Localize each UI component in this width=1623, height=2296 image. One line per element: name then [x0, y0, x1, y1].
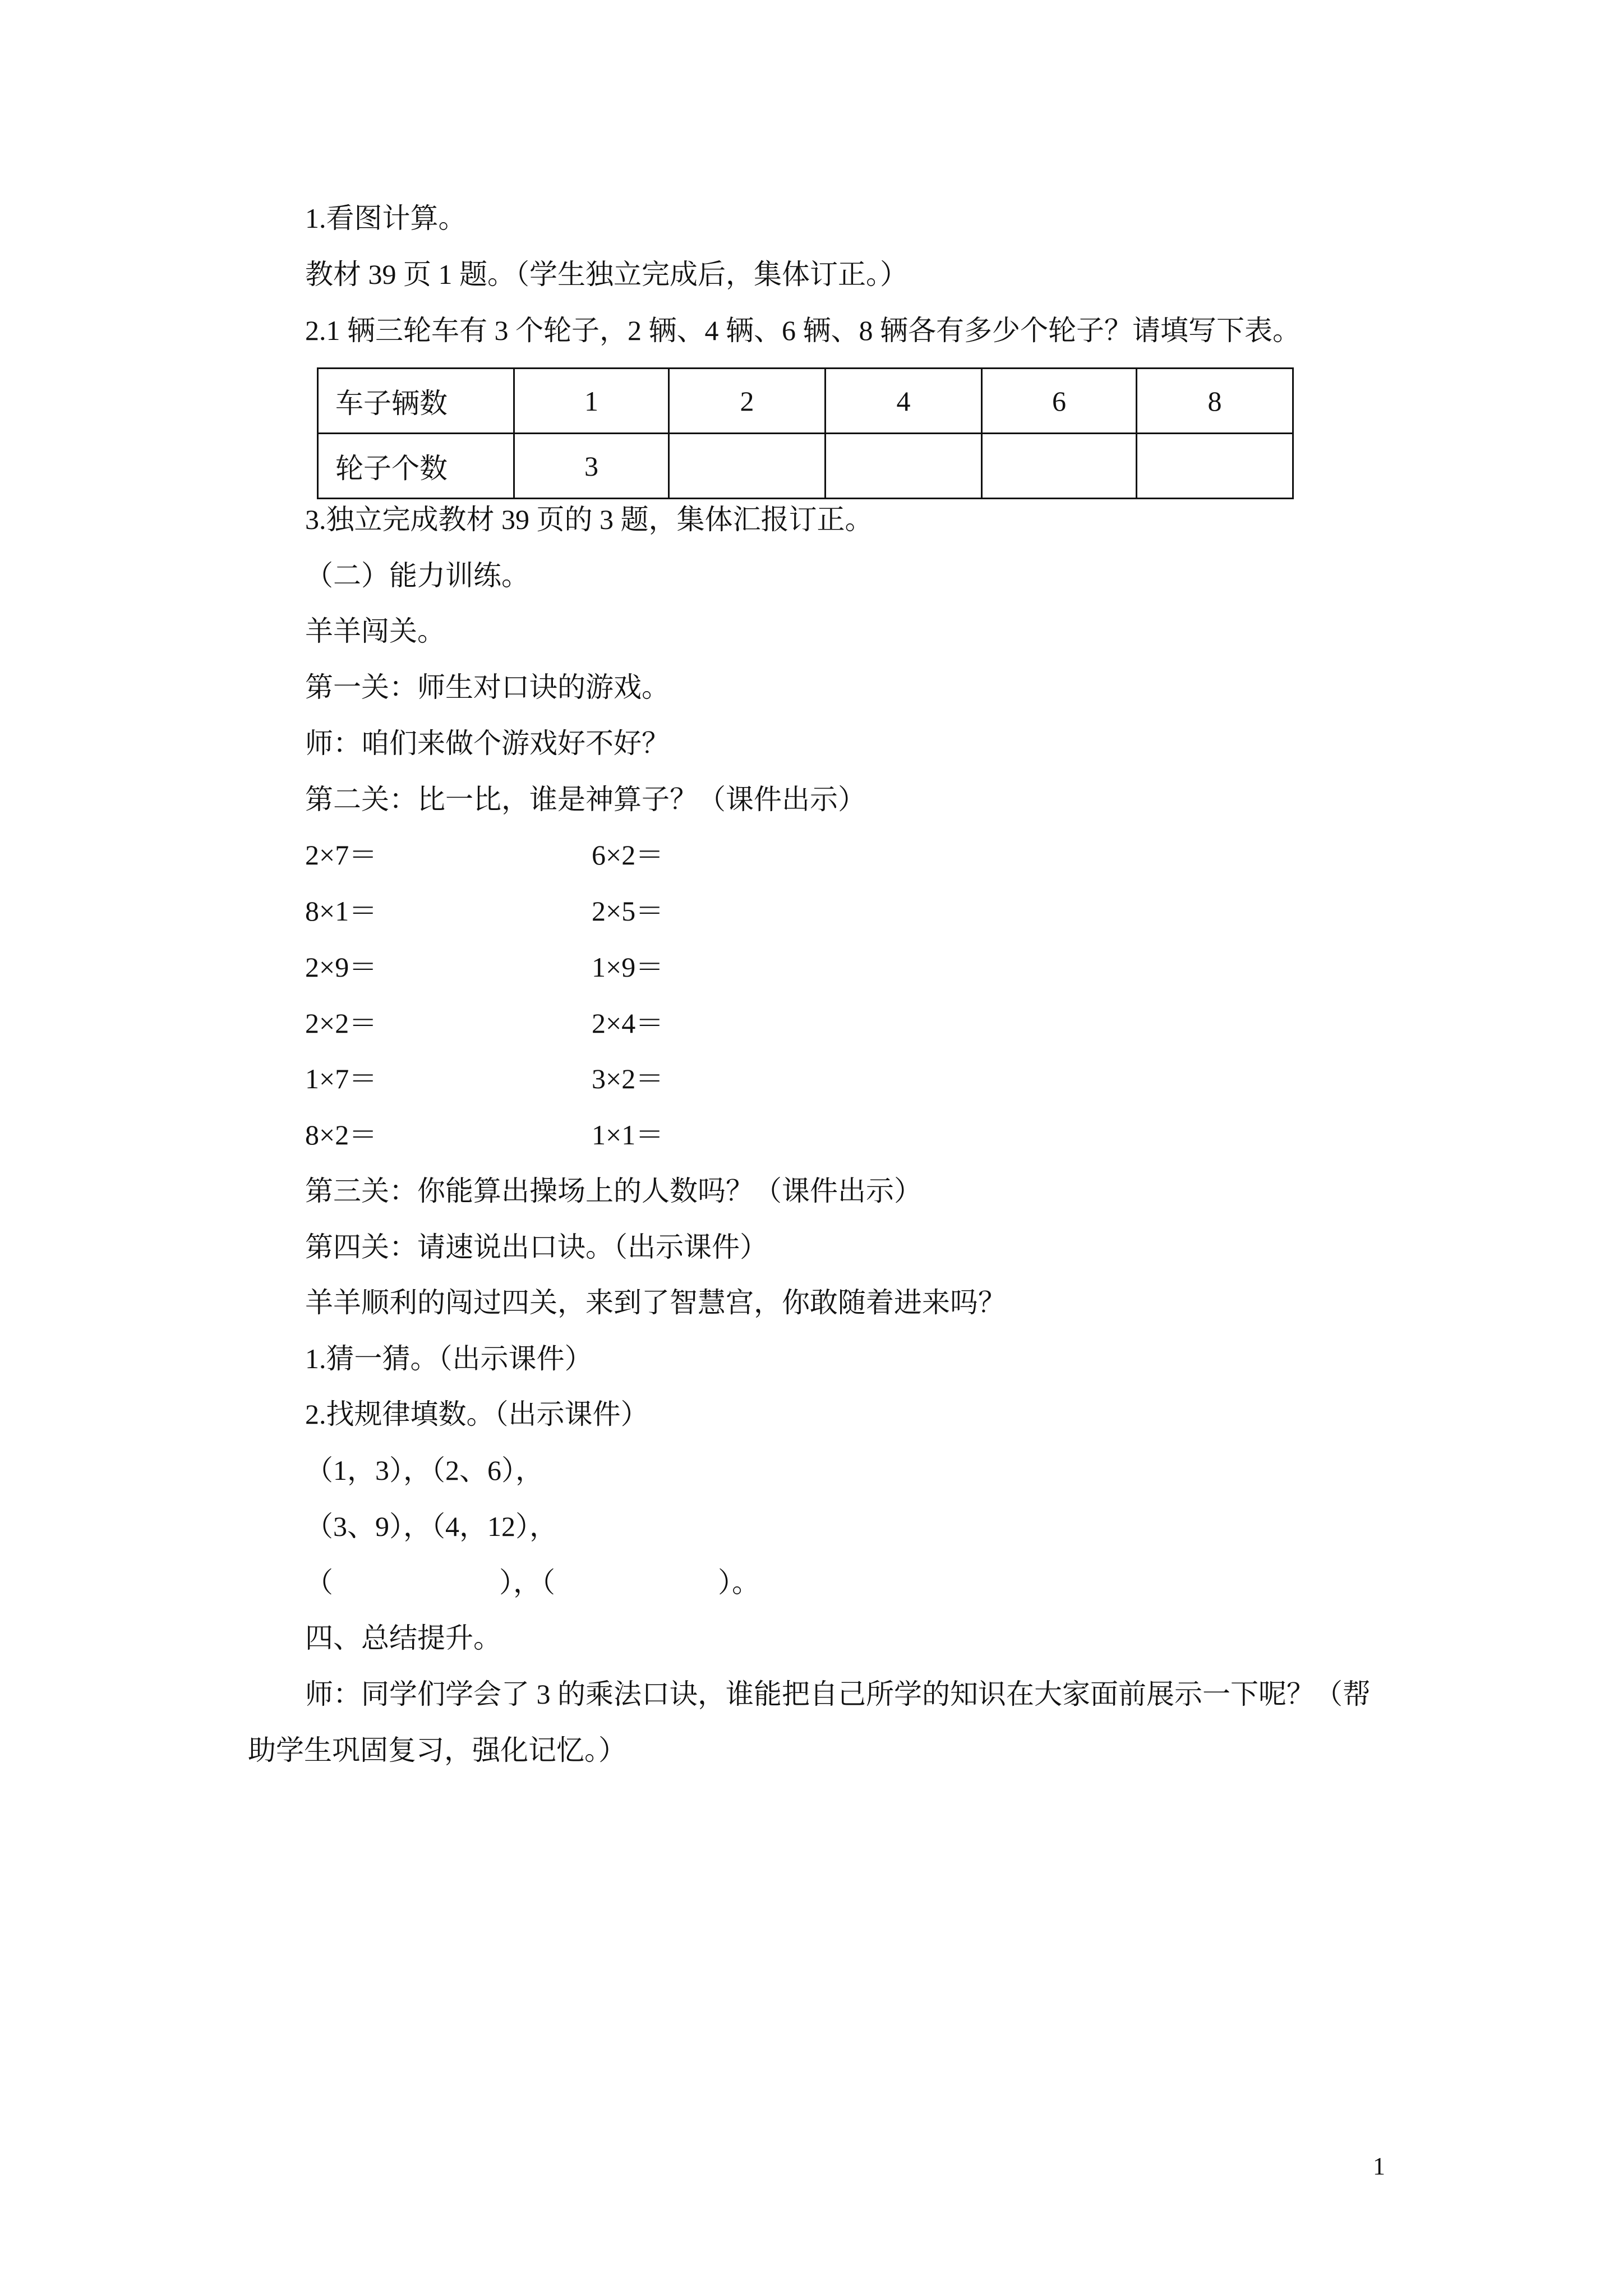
table-cell: 6 [982, 369, 1137, 434]
exercise-item: 8×1＝ [305, 895, 377, 927]
table-cell: 4 [826, 369, 982, 434]
pattern-blank-close: ）。 [718, 1567, 760, 1598]
exercise-item: 3×2＝ [592, 1063, 664, 1094]
level2-text: 第二关：比一比，谁是神算子？（课件出示） [305, 784, 866, 815]
table-cell: 3 [514, 434, 669, 499]
summary-line: 助学生巩固复习，强化记忆。） [248, 1734, 626, 1766]
exercise-item: 2×2＝ [305, 1007, 377, 1039]
level3-text: 第三关：你能算出操场上的人数吗？（课件出示） [305, 1175, 922, 1207]
exercise-item: 2×4＝ [592, 1007, 664, 1039]
exercise-item: 1×9＝ [592, 951, 664, 983]
exercise-item: 2×7＝ [305, 839, 377, 871]
table-cell-blank [982, 434, 1137, 499]
pattern-line: （3、9），（4，12）， [305, 1511, 557, 1542]
item1-title: 1.看图计算。 [305, 203, 467, 234]
level1-text: 第一关：师生对口诀的游戏。 [305, 671, 670, 703]
item1-text: 教材 39 页 1 题。（学生独立完成后，集体订正。） [305, 259, 908, 290]
part3-heading: 四、总结提升。 [305, 1622, 501, 1654]
table-cell-blank [826, 434, 982, 499]
exercise-item: 8×2＝ [305, 1119, 377, 1151]
wheels-table [317, 367, 1294, 499]
table-cell: 1 [514, 369, 669, 434]
item2-text: 2.1 辆三轮车有 3 个轮子，2 辆、4 辆、6 辆、8 辆各有多少个轮子？请填写下表。 [305, 315, 1301, 346]
pattern-title: 2.找规律填数。（出示课件） [305, 1398, 649, 1430]
table-row-wheels [318, 434, 1293, 499]
teacher-line: 师：咱们来做个游戏好不好？ [305, 728, 670, 759]
guess-text: 1.猜一猜。（出示课件） [305, 1343, 593, 1374]
part2-intro: 羊羊闯关。 [305, 615, 445, 647]
table-cell: 8 [1137, 369, 1293, 434]
item3-text: 3.独立完成教材 39 页的 3 题，集体汇报订正。 [305, 504, 873, 535]
summary-line: 师：同学们学会了 3 的乘法口诀，谁能把自己所学的知识在大家面前展示一下呢？（帮 [305, 1678, 1371, 1710]
level4-text: 第四关：请速说出口诀。（出示课件） [305, 1231, 768, 1263]
exercise-item: 6×2＝ [592, 839, 664, 871]
pattern-blank-open: （ [305, 1567, 333, 1598]
table-cell-blank [1137, 434, 1293, 499]
table-row-vehicles [318, 369, 1293, 434]
table-cell-label-wheels: 轮子个数 [318, 434, 514, 499]
table-cell-label-vehicles: 车子辆数 [318, 369, 514, 434]
wisdom-palace-text: 羊羊顺利的闯过四关，来到了智慧宫，你敢随着进来吗？ [305, 1287, 1006, 1318]
pattern-blank-line [305, 1560, 760, 1605]
pattern-line: （1，3），（2、6）， [305, 1455, 543, 1486]
exercise-item: 1×7＝ [305, 1063, 377, 1094]
table-cell-blank [669, 434, 826, 499]
part2-heading: （二）能力训练。 [305, 560, 529, 591]
page-number: 1 [1373, 2152, 1385, 2180]
pattern-blank-middle: ），（ [499, 1567, 555, 1598]
exercise-item: 2×9＝ [305, 951, 377, 983]
table-cell: 2 [669, 369, 826, 434]
exercise-item: 2×5＝ [592, 895, 664, 927]
exercise-item: 1×1＝ [592, 1119, 664, 1151]
